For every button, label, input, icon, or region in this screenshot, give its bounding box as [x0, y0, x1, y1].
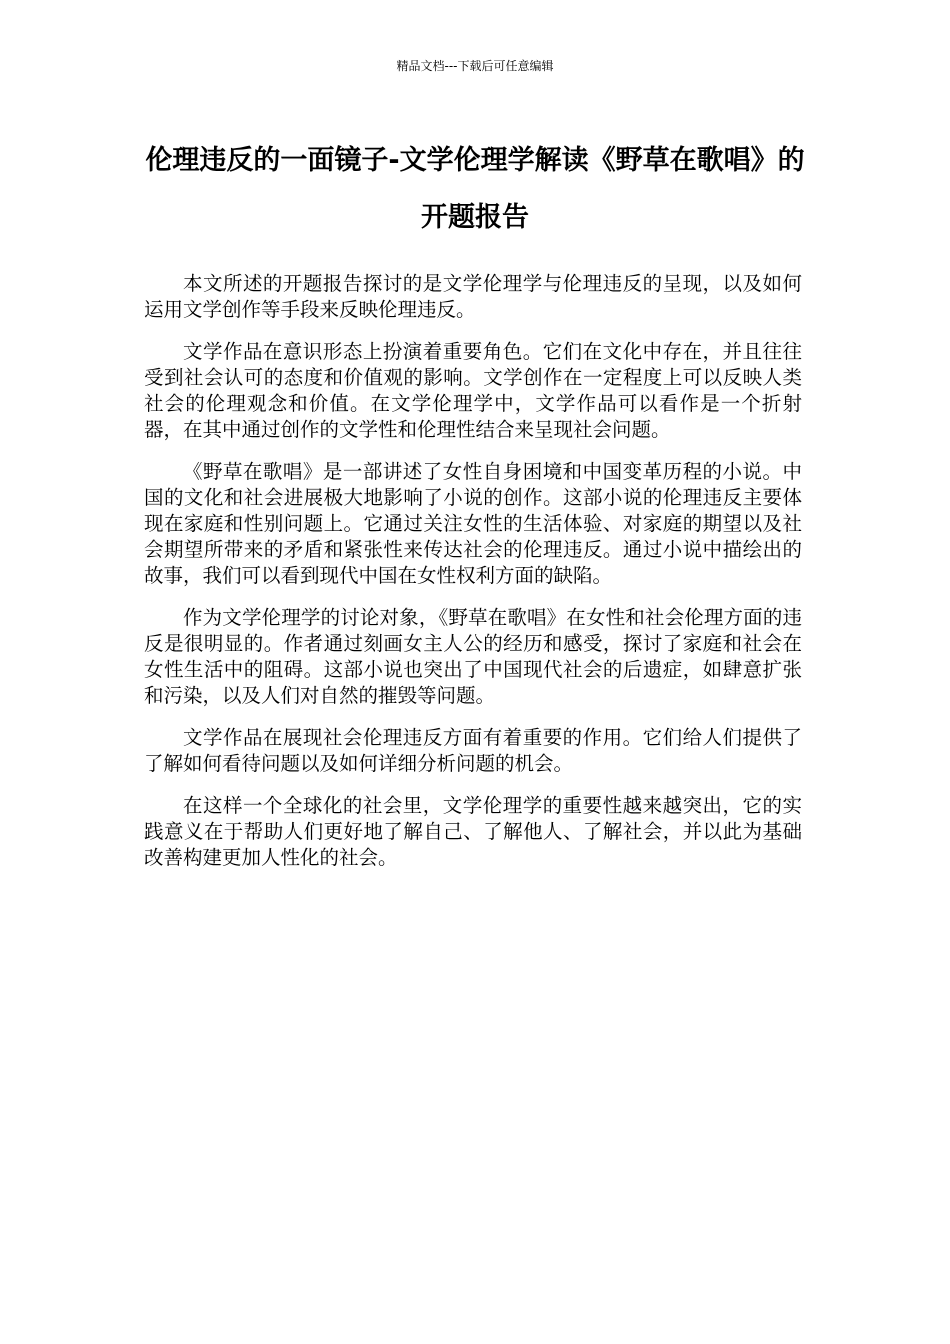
header-note: 精品文档---下载后可任意编辑: [396, 59, 554, 73]
document-body: [144, 271, 802, 887]
paragraph-6: 在这样一个全球化的社会里，文学伦理学的重要性越来越突出，它的实践意义在于帮助人们更好地了解自己、了解他人、了解社会，并以此为基础改善构建更加人性化的社会。: [144, 794, 802, 869]
paragraph-2: 文学作品在意识形态上扮演着重要角色。它们在文化中存在，并且往往受到社会认可的态度和价值观的影响。文学创作在一定程度上可以反映人类社会的伦理观念和价值。在文学伦理学中，文学作品可以看作是一个折射器，在其中通过创作的文学性和伦理性结合来呈现社会问题。: [144, 340, 802, 441]
paragraph-3: 《野草在歌唱》是一部讲述了女性自身困境和中国变革历程的小说。中国的文化和社会进展极大地影响了小说的创作。这部小说的伦理违反主要体现在家庭和性别问题上。它通过关注女性的生活体验、对家庭的期望以及社会期望所带来的矛盾和紧张性来传达社会的伦理违反。通过小说中描绘出的故事，我们可以看到现代中国在女性权利方面的缺陷。: [144, 460, 802, 587]
paragraph-1: 本文所述的开题报告探讨的是文学伦理学与伦理违反的呈现，以及如何运用文学创作等手段来反映伦理违反。: [144, 272, 802, 321]
paragraph-4: 作为文学伦理学的讨论对象，《野草在歌唱》在女性和社会伦理方面的违反是很明显的。作者通过刻画女主人公的经历和感受，探讨了家庭和社会在女性生活中的阻碍。这部小说也突出了中国现代社会的后遗症，如肆意扩张和污染，以及人们对自然的摧毁等问题。: [144, 606, 802, 707]
document-title: 伦理违反的一面镜子-文学伦理学解读《野草在歌唱》的开题报告: [145, 145, 805, 233]
paragraph-5: 文学作品在展现社会伦理违反方面有着重要的作用。它们给人们提供了了解如何看待问题以及如何详细分析问题的机会。: [144, 726, 802, 775]
